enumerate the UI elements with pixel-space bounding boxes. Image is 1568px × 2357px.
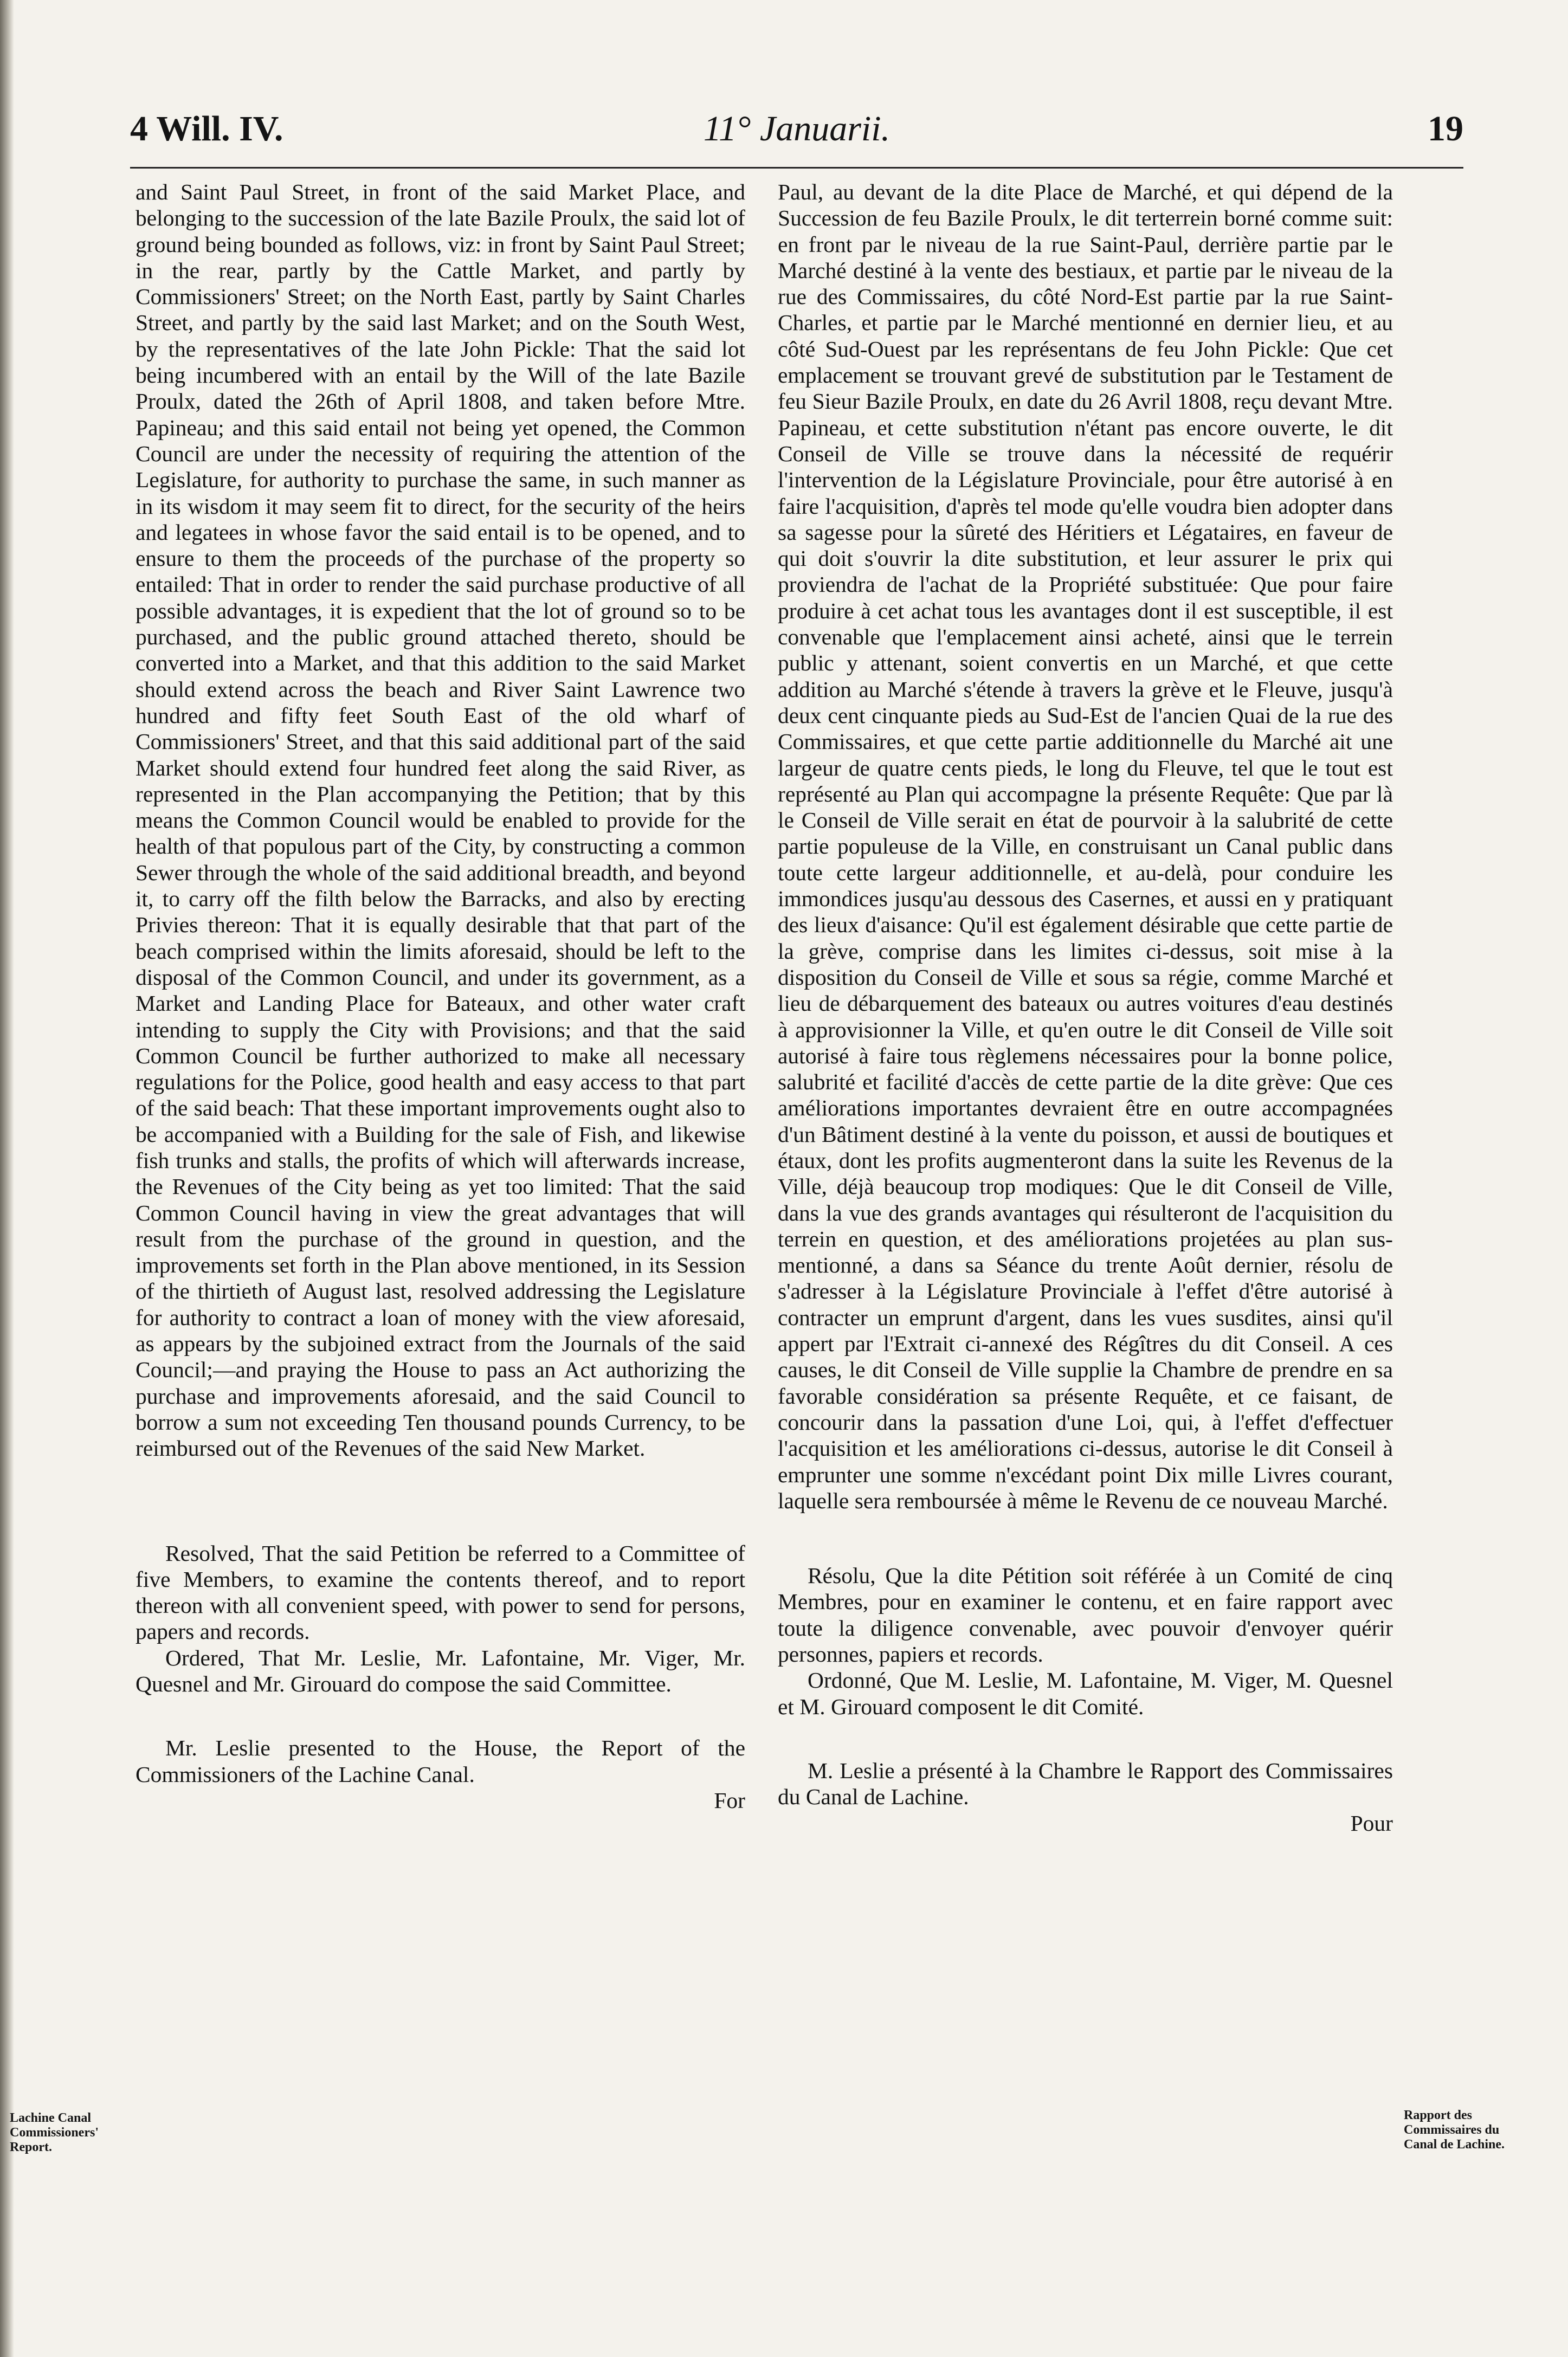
margin-note-en: Lachine Canal Commissioners' Report. <box>10 2111 99 2154</box>
date-label: 11° Januarii. <box>703 109 891 148</box>
report-en: Mr. Leslie presented to the House, the Report of the Commissioners of the Lachine Canal. <box>135 1735 745 1787</box>
petition-text-en: and Saint Paul Street, in front of the said Market Place, and belonging to the succession of the late Bazile Proulx, the said lot of ground being bounded as follows, viz: in front by Saint Paul Street; in the rear, partly by the Cattle Market, and partly by Commissioners' Street; on the North East, partly by Saint Charles Street, and partly by the said last Market; and on the South West, by the representatives of the late John Pickle: That the said lot being incumbered with an entail by the Will of the late Bazile Proulx, dated the 26th of April 1808, and taken before Mtre. Papineau; and this said entail not being yet opened, the Common Council are under the necessity of requiring the attention of the Legislature, for authority to purchase the same, in such manner as in its wisdom it may seem fit to direct, for the security of the heirs and legatees in whose favor the said entail is to be opened, and to ensure to them the proceeds of the purchase of the property so entailed: That in order to render the said purchase productive of all possible advantages, it is expedient that the lot of ground so to be purchased, and the public ground attached thereto, should be converted into a Market, and that this addition to the said Market should extend across the beach and River Saint Lawrence two hundred and fifty feet South East of the old wharf of Commissioners' Street, and that this said additional part of the said Market should extend four hundred feet along the said River, as represented in the Plan accompanying the Petition; that by this means the Common Council would be enabled to provide for the health of that populous part of the City, by constructing a common Sewer through the whole of the said additional breadth, and beyond it, to carry off the filth below the Barracks, and also by erecting Privies thereon: That it is equally desirable that that part of the beach comprised within the limits aforesaid, should be left to the disposal of the Common Council, and under its government, as a Market and Landing Place for Bateaux, and other water craft intending to supply the City with Provisions; and that the said Common Council be further authorized to make all necessary regulations for the Police, good health and easy access to that part of the said beach: That these important improvements ought also to be accompanied with a Building for the sale of Fish, and likewise fish trunks and stalls, the profits of which will afterwards increase, the Revenues of the City being as yet too limited: That the said Common Council having in view the great advantages that will result from the purchase of the ground in question, and the improvements set forth in the Plan above mentioned, in its Session of the thirtieth of August last, resolved addressing the Legislature for authority to contract a loan of money with the view aforesaid, as appears by the subjoined extract from the Journals of the said Council;—and praying the House to pass an Act authorizing the purchase and improvements aforesaid, and the said Council to borrow a sum not exceeding Ten thousand pounds Currency, to be reimbursed out of the Revenues of the said New Market. <box>135 179 745 1461</box>
catchword-fr: Pour <box>1350 1810 1393 1836</box>
margin-note-fr: Rapport des Commissaires du Canal de Lachine. <box>1404 2108 1505 2152</box>
running-head <box>130 108 1463 168</box>
ordered-en: Ordered, That Mr. Leslie, Mr. Lafontaine, Mr. Viger, Mr. Quesnel and Mr. Girouard do compose the said Committee. <box>135 1645 745 1697</box>
petition-text-fr: Paul, au devant de la dite Place de Marché, et qui dépend de la Succession de feu Bazile Proulx, le dit terterrein borné comme suit: en front par le niveau de la rue Saint-Paul, derrière partie par le Marché destiné à la vente des bestiaux, et partie par le niveau de la rue des Commissaires, du côté Nord-Est partie par la rue Saint-Charles, et partie par le Marché mentionné en dernier lieu, et au côté Sud-Ouest par les représentans de feu John Pickle: Que cet emplacement se trouvant grevé de substitution par le Testament de feu Sieur Bazile Proulx, en date du 26 Avril 1808, reçu devant Mtre. Papineau, et cette substitution n'étant pas encore ouverte, le dit Conseil de Ville se trouve dans la nécessité de requérir l'intervention de la Législature Provinciale, pour être autorisé à en faire l'acquisition, d'après tel mode qu'elle voudra bien adopter dans sa sagesse pour la sûreté des Héritiers et Légataires, en faveur de qui doit s'ouvrir la dite substitution, et leur assurer le prix qui proviendra de l'achat de la Propriété substituée: Que pour faire produire à cet achat tous les avantages dont il est susceptible, il est convenable que l'emplacement ainsi acheté, ainsi que le terrein public y attenant, soient convertis en un Marché, et que cette addition au Marché s'étende à travers la grève et le Fleuve, jusqu'à deux cent cinquante pieds au Sud-Est de l'ancien Quai de la rue des Commissaires, et que cette partie additionnelle du Marché ait une largeur de quatre cents pieds, le long du Fleuve, tel que le tout est représenté au Plan qui accompagne la présente Requête: Que par là le Conseil de Ville serait en état de pourvoir à la salubrité de cette partie populeuse de la Ville, en construisant un Canal public dans toute cette largeur additionnelle, et au-delà, pour conduire les immondices jusqu'au dessous des Casernes, et aussi en y pratiquant des lieux d'aisance: Qu'il est également désirable que cette partie de la grève, comprise dans les limites ci-dessus, soit mise à la disposition du Conseil de Ville et sous sa régie, comme Marché et lieu de débarquement des bateaux ou autres voitures d'eau destinés à approvisionner la Ville, et qu'en outre le dit Conseil de Ville soit autorisé à faire tous règlemens nécessaires pour la bonne police, salubrité et facilité d'accès de cette partie de la dite grève: Que ces améliorations importantes devraient être en outre accompagnées d'un Bâtiment destiné à la vente du poisson, et aussi de boutiques et étaux, dont les profits augmenteront dans la suite les Revenus de la Ville, déjà beaucoup trop modiques: Que le dit Conseil de Ville, dans la vue des grands avantages qui résulteront de l'acquisition du terrein en question, et des améliorations projetées au plan sus-mentionné, a dans sa Séance du trente Août dernier, résolu de s'adresser à la Législature Provinciale à l'effet d'être autorisé à contracter un emprunt d'argent, dans les vues susdites, ainsi qu'il appert par l'Extrait ci-annexé des Régîtres du dit Conseil. A ces causes, le dit Conseil de Ville supplie la Chambre de prendre en sa favorable considération sa présente Requête, et ce faisant, de concourir dans la passation d'une Loi, qui, à l'effet d'effectuer l'acquisition et les améliorations ci-dessus, autorise le dit Conseil à emprunter une somme n'excédant point Dix mille Livres courant, laquelle sera remboursée à même le Revenu de ce nouveau Marché. <box>778 179 1393 1513</box>
ordered-fr: Ordonné, Que M. Leslie, M. Lafontaine, M. Viger, M. Quesnel et M. Girouard composent le dit Comité. <box>778 1668 1393 1719</box>
catchword-en: For <box>714 1787 745 1813</box>
page-binding-edge <box>0 0 14 2357</box>
english-column <box>135 179 745 1813</box>
report-fr: M. Leslie a présenté à la Chambre le Rapport des Commissaires du Canal de Lachine. <box>778 1758 1393 1810</box>
page-number: 19 <box>1428 109 1463 148</box>
resolved-en: Resolved, That the said Petition be referred to a Committee of five Members, to examine the contents thereof, and to report thereon with all convenient speed, with power to send for persons, papers and records. <box>135 1540 745 1644</box>
session-label: 4 Will. IV. <box>130 109 283 148</box>
resolved-fr: Résolu, Que la dite Pétition soit référée à un Comité de cinq Membres, pour en examiner le contenu, et en faire rapport avec toute la diligence convenable, avec pouvoir d'envoyer quérir personnes, papiers et records. <box>778 1563 1393 1667</box>
french-column <box>778 179 1393 1836</box>
header-rule <box>130 167 1463 169</box>
